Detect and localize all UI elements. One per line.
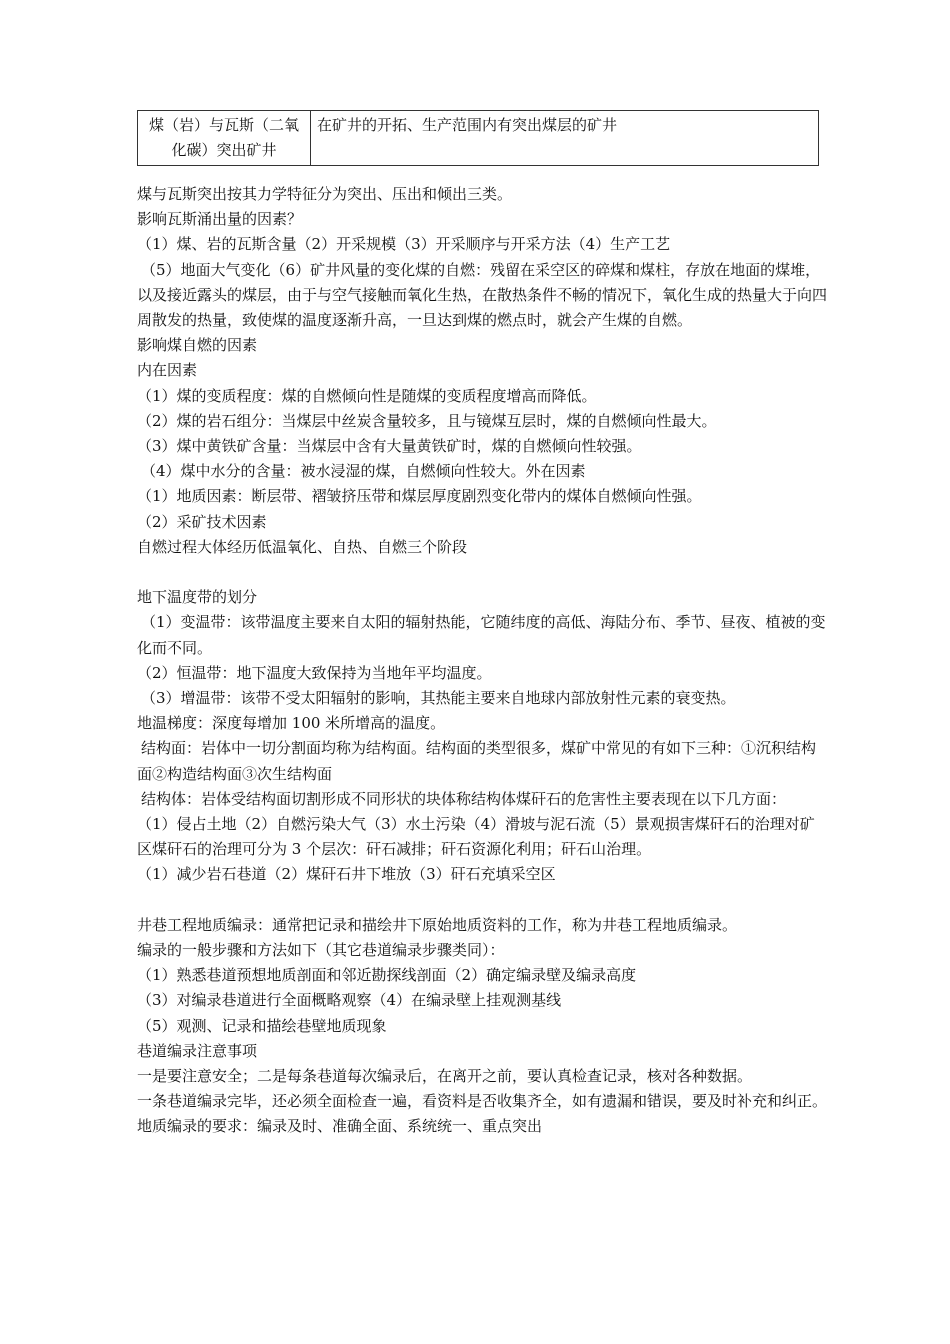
text-line: （1）煤的变质程度：煤的自燃倾向性是随煤的变质程度增高而降低。 (137, 386, 597, 405)
text-line: （5）观测、记录和描绘巷壁地质现象 (137, 1016, 387, 1035)
blank-line (137, 888, 827, 913)
text-line: （4）煤中水分的含量：被水浸湿的煤，自燃倾向性较大。外在因素 (141, 462, 586, 481)
table-cell-definition: 在矿井的开拓、生产范围内有突出煤层的矿井 (311, 111, 819, 166)
text-line: 影响煤自燃的因素 (137, 336, 258, 355)
text-line: 井巷工程地质编录：通常把记录和描绘井下原始地质资料的工作，称为井巷工程地质编录。 (137, 915, 738, 934)
text-line: （1）煤、岩的瓦斯含量（2）开采规模（3）开采顺序与开采方法（4）生产工艺 (137, 235, 671, 254)
table-row (138, 111, 819, 166)
text-line: 编录的一般步骤和方法如下（其它巷道编录步骤类同）： (137, 941, 505, 960)
text-line: 自燃过程大体经历低温氧化、自热、自燃三个阶段 (137, 537, 468, 556)
text-line: 地下温度带的划分 (137, 588, 258, 607)
text-line: （1）变温带：该带温度主要来自太阳的辐射热能，它随纬度的高低、海陆分布、季节、昼夜、植被的变化而不同。 (137, 613, 826, 657)
text-line: 地温梯度：深度每增加 100 米所增高的温度。 (137, 714, 446, 733)
text-line: （2）恒温带：地下温度大致保持为当地年平均温度。 (137, 663, 492, 682)
text-line: （1）地质因素：断层带、褶皱挤压带和煤层厚度剧烈变化带内的煤体自燃倾向性强。 (137, 487, 702, 506)
text-line: 一是要注意安全；二是每条巷道每次编录后，在离开之前，要认真检查记录，核对各种数据。 (137, 1067, 753, 1086)
text-line: （3）增温带：该带不受太阳辐射的影响，其热能主要来自地球内部放射性元素的衰变热。 (141, 689, 736, 708)
text-line: 结构体：岩体受结构面切割形成不同形状的块体称结构体煤矸石的危害性主要表现在以下几方面： (141, 789, 787, 808)
text-line: （5）地面大气变化（6）矿井风量的变化煤的自燃：残留在采空区的碎煤和煤柱，存放在地面的煤堆，以及接近露头的煤层，由于与空气接触而氧化生热，在散热条件不畅的情况下，氧化生成的热量大于向四周散发的热量，致使煤的温度逐渐升高，一旦达到煤的燃点时，就会产生煤的自燃。 (137, 260, 828, 330)
mine-classification-table (137, 110, 819, 166)
text-line: （3）对编录巷道进行全面概略观察（4）在编录壁上挂观测基线 (137, 991, 562, 1010)
blank-line (137, 560, 827, 585)
document-body (137, 182, 827, 1140)
text-line: 内在因素 (137, 361, 198, 380)
text-line: （1）减少岩石巷道（2）煤矸石井下堆放（3）矸石充填采空区 (137, 865, 556, 884)
text-line: 巷道编录注意事项 (137, 1041, 258, 1060)
text-line: （1）熟悉巷道预想地质剖面和邻近勘探线剖面（2）确定编录壁及编录高度 (137, 966, 637, 985)
text-line: 结构面：岩体中一切分割面均称为结构面。结构面的类型很多，煤矿中常见的有如下三种：①沉积结构面②构造结构面③次生结构面 (137, 739, 817, 783)
text-line: 一条巷道编录完毕，还必须全面检查一遍，看资料是否收集齐全，如有遗漏和错误，要及时补充和纠正。 (137, 1092, 828, 1111)
text-line: 地质编录的要求：编录及时、准确全面、系统统一、重点突出 (137, 1117, 543, 1136)
text-line: （1）侵占土地（2）自燃污染大气（3）水土污染（4）滑坡与泥石流（5）景观损害煤矸石的治理对矿区煤矸石的治理可分为 3 个层次：矸石减排；矸石资源化利用；矸石山治理。 (137, 815, 815, 859)
text-line: （2）煤的岩石组分：当煤层中丝炭含量较多，且与镜煤互层时，煤的自燃倾向性最大。 (137, 411, 717, 430)
text-line: 煤与瓦斯突出按其力学特征分为突出、压出和倾出三类。 (137, 185, 513, 203)
table-cell-mine-type: 煤（岩）与瓦斯（二氧化碳）突出矿井 (138, 111, 311, 166)
text-line: 影响瓦斯涌出量的因素？ (137, 210, 303, 229)
text-line: （2）采矿技术因素 (137, 512, 267, 531)
text-line: （3）煤中黄铁矿含量：当煤层中含有大量黄铁矿时，煤的自燃倾向性较强。 (137, 437, 642, 456)
